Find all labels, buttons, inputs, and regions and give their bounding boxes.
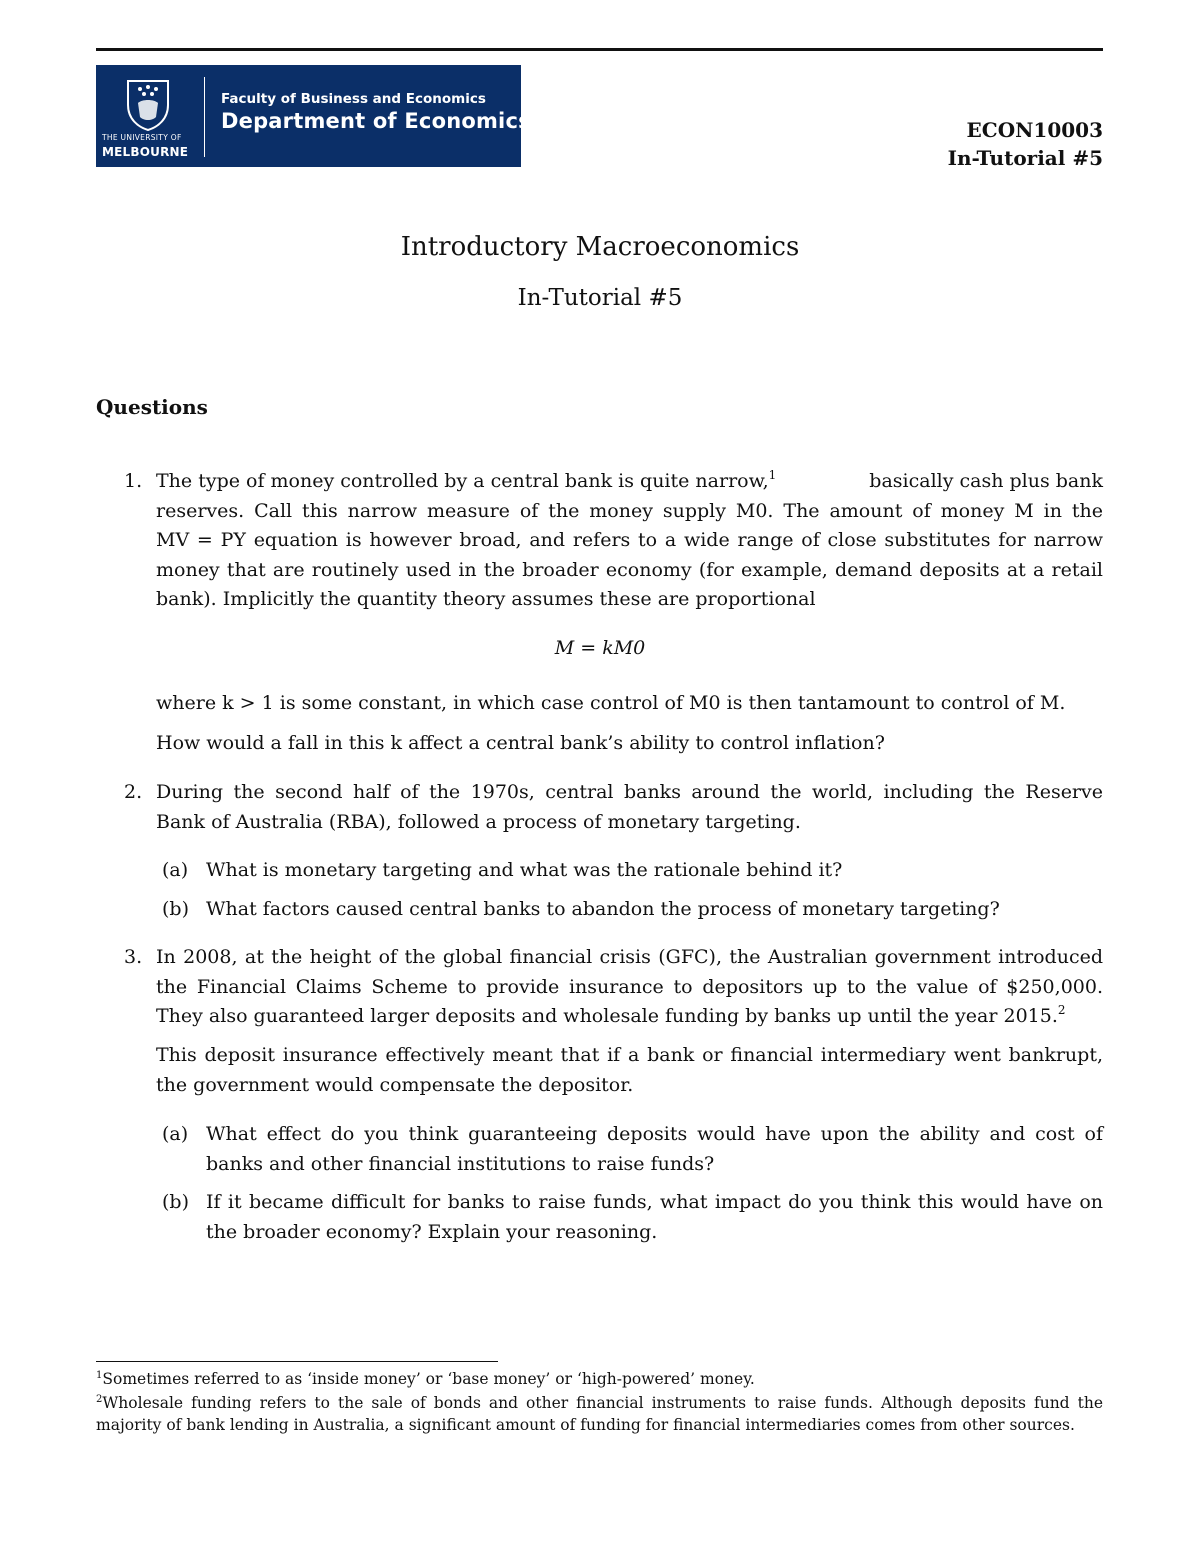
question-line: The type of money controlled by a central bank is quite narrow, xyxy=(156,470,769,492)
part-label: (a) xyxy=(162,859,189,881)
question-line: During the second half of the 1970s, central banks around the world, including the Reserve xyxy=(156,781,1103,803)
footnote xyxy=(96,1392,1103,1436)
question-line: basically cash plus bank xyxy=(869,470,1103,492)
section-heading: Questions xyxy=(96,395,208,419)
department-banner xyxy=(96,65,531,167)
part-text: What factors caused central banks to abandon the process of monetary targeting? xyxy=(206,898,1000,920)
question-line: MV = PY equation is however broad, and refers to a wide range of close substitutes for narrow xyxy=(156,529,1103,551)
question-number: 1. xyxy=(124,470,143,492)
footnote-rule xyxy=(96,1361,498,1362)
question-text xyxy=(156,467,1103,615)
after-equation-text: where k > 1 is some constant, in which case control of M0 is then tantamount to control of M. xyxy=(156,692,1066,714)
part-text: What is monetary targeting and what was the rationale behind it? xyxy=(206,859,843,881)
question-line: In 2008, at the height of the global financial crisis (GFC), the Australian government introduced xyxy=(156,946,1103,968)
department-name: Department of Economics xyxy=(221,109,531,133)
question-text xyxy=(156,943,1103,1032)
part-text: If it became difficult for banks to raise funds, what impact do you think this would have on the broader economy? Explain your reasoning. xyxy=(206,1191,1103,1243)
question-line: Bank of Australia (RBA), followed a process of monetary targeting. xyxy=(156,810,801,833)
course-code: ECON10003 xyxy=(966,118,1103,142)
logo-university-line2: MELBOURNE xyxy=(102,145,189,159)
part-label: (b) xyxy=(162,898,189,920)
footnote-mark: 2 xyxy=(96,1394,103,1405)
footnote-text: Sometimes referred to as ‘inside money’ or ‘base money’ or ‘high-powered’ money. xyxy=(102,1370,755,1388)
course-subtitle: In-Tutorial #5 xyxy=(947,146,1103,170)
document-title: Introductory Macroeconomics xyxy=(400,232,800,262)
question-paragraph: This deposit insurance effectively meant that if a bank or financial intermediary went bankrupt, the government would compensate the depositor. xyxy=(156,1044,1103,1096)
faculty-name: Faculty of Business and Economics xyxy=(221,91,486,107)
logo-university-line1: THE UNIVERSITY OF xyxy=(102,133,182,142)
question-line: bank). Implicitly the quantity theory assumes these are proportional xyxy=(156,588,816,610)
question-text xyxy=(156,778,1103,837)
part-label: (b) xyxy=(162,1191,189,1213)
top-rule xyxy=(96,48,1103,51)
question-line: the Financial Claims Scheme to provide insurance to depositors up to the value of $250,000. xyxy=(156,975,1103,998)
university-crest-icon xyxy=(120,77,176,131)
question-number: 2. xyxy=(124,781,143,803)
part-label: (a) xyxy=(162,1123,189,1145)
question-number: 3. xyxy=(124,946,143,968)
footnote-mark[interactable]: 2 xyxy=(1057,1003,1066,1017)
question-line: They also guaranteed larger deposits and wholesale funding by banks up until the year 2015. xyxy=(156,1005,1058,1027)
footnote-mark: 1 xyxy=(96,1370,103,1381)
part-text: What effect do you think guaranteeing deposits would have upon the ability and cost of banks and other financial institutions to raise funds? xyxy=(206,1123,1103,1175)
banner-separator xyxy=(204,77,205,157)
footnote-text: Wholesale funding refers to the sale of bonds and other financial instruments to raise funds. Although deposits fund the majority of bank lending in Australia, a significant amount of funding for financial intermediaries comes from other sources. xyxy=(96,1394,1103,1434)
document-subtitle: In-Tutorial #5 xyxy=(517,285,683,311)
question-prompt: How would a fall in this k affect a central bank’s ability to control inflation? xyxy=(156,732,885,754)
question-line: reserves. Call this narrow measure of the money supply M0. The amount of money M in the xyxy=(156,499,1103,522)
equation: M = kM0 xyxy=(554,637,646,659)
footnote xyxy=(96,1368,1103,1390)
footnote-mark[interactable]: 1 xyxy=(768,468,777,482)
question-line: money that are routinely used in the broader economy (for example, demand deposits at a retail xyxy=(156,558,1103,581)
